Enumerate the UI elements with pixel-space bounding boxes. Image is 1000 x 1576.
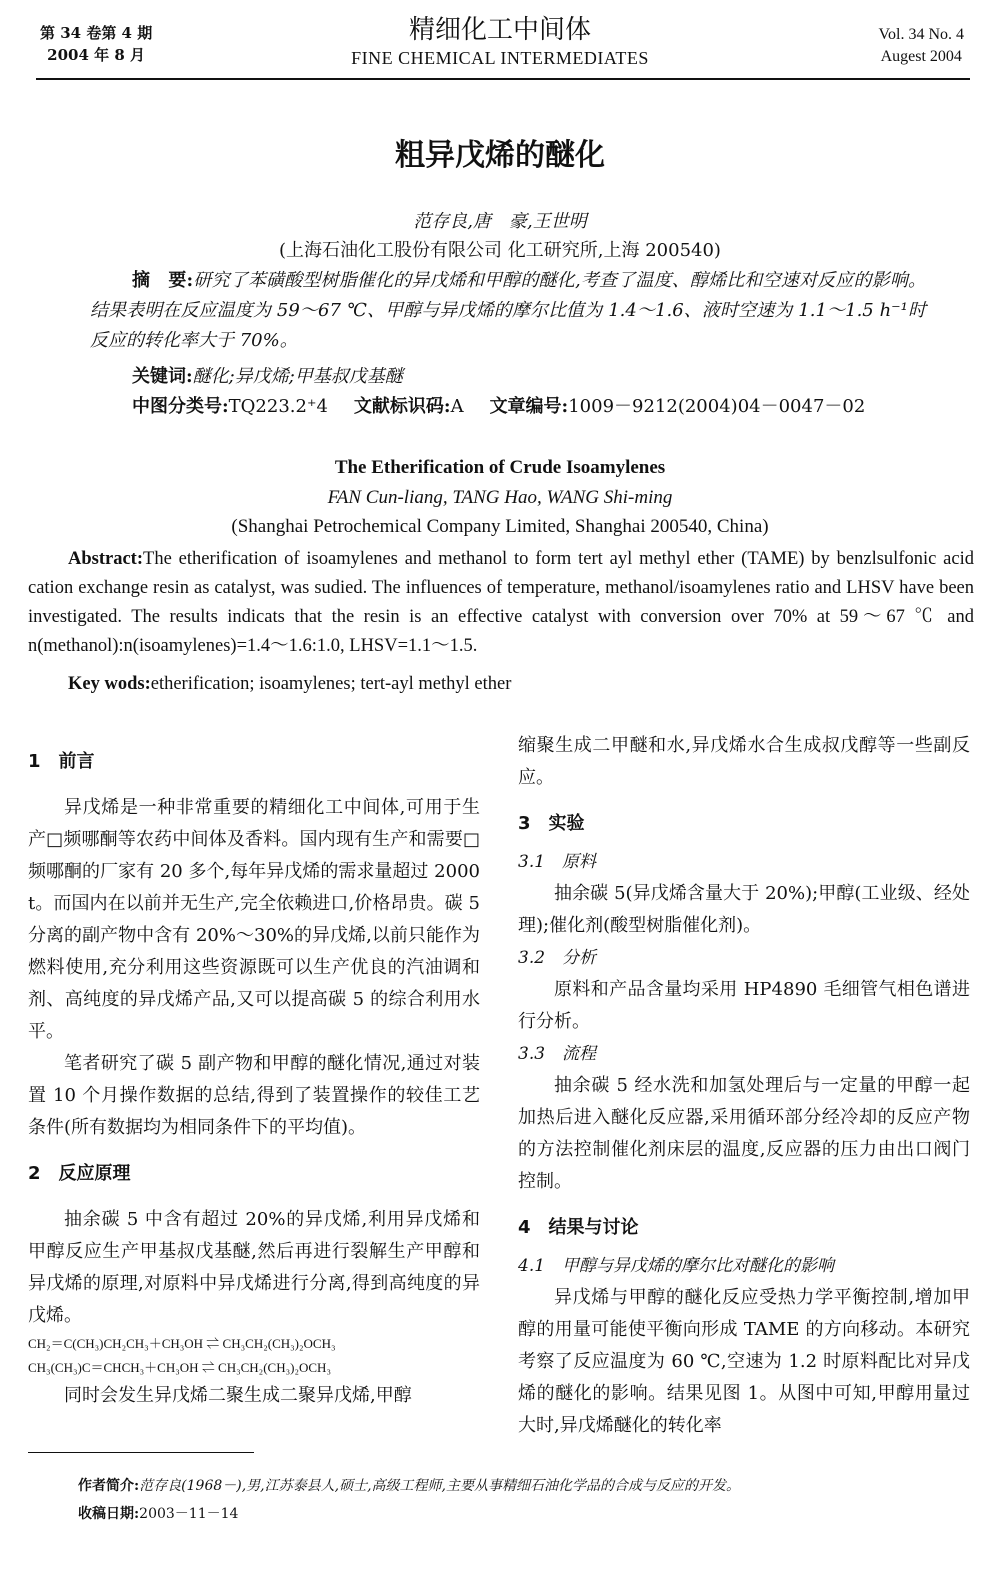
abstract-cn-text: 研究了苯磺酸型树脂催化的异戊烯和甲醇的醚化,考查了温度、醇烯比和空速对反应的影响。结果表明在反应温度为 59～67 ℃、甲醇与异戊烯的摩尔比值为 1.4～1.6、液时空速为 1.1～1.5 h⁻¹时反应的转化率大于 70%。: [90, 270, 926, 351]
abstract-en-text: The etherification of isoamylenes and methanol to form tert ayl methyl ether (TAME) by benzlsulfonic acid cation exchange resin as catalyst, was sudied. The influences of temperature, methanol/isoamylenes ratio and LHSV have been investigated. The results indicats that the resin is an effective catalyst with conversion over 70% at 59～67 ℃ and n(methanol):n(isoamylenes)=1.4～1.6:1.0, LHSV=1.1～1.5.: [28, 549, 974, 656]
section-3-1-paragraph: 抽余碳 5(异戊烯含量大于 20%);甲醇(工业级、经处理);催化剂(酸型树脂催化剂)。: [518, 883, 970, 936]
article-no-label: 文章编号:: [489, 396, 569, 417]
keywords-en: [68, 674, 511, 695]
footnote-author-text: 范存良(1968－),男,江苏泰县人,硕士,高级工程师,主要从事精细石油化学品的合成与反应的开发。: [139, 1478, 740, 1494]
section-4-1-heading: 4.1 甲醇与异戊烯的摩尔比对醚化的影响: [518, 1256, 835, 1276]
keywords-en-label: Key wods:: [68, 674, 151, 694]
section-2-heading: 2 反应原理: [28, 1163, 131, 1184]
paper-title-en: The Etherification of Crude Isoamylenes: [334, 457, 666, 478]
section-4-1-paragraph: 异戊烯与甲醇的醚化反应受热力学平衡控制,增加甲醇的用量可能使平衡向形成 TAME 的方向移动。本研究考察了反应温度为 60 ℃,空速为 1.2 时原料配比对异戊烯的醚化的影响。结果见图 1。从图中可知,甲醇用量过大时,异戊烯醚化的转化率: [518, 1287, 970, 1436]
equation-1: CH₂＝C(CH₃)CH₂CH₃＋CH₃OH ⇌ CH₃CH₂(CH₃)₂OCH₃: [28, 1336, 336, 1351]
abstract-en: [28, 545, 974, 661]
keywords-cn-text: 醚化;异戊烯;甲基叔戊基醚: [192, 366, 403, 387]
issue-info: [40, 22, 152, 66]
clc-value: TQ223.2⁺4: [228, 396, 328, 417]
section-1-paragraph-1: 异戊烯是一种非常重要的精细化工中间体,可用于生产□频哪酮等农药中间体及香料。国内现有生产和需要□频哪酮的厂家有 20 多个,每年异戊烯的需求量超过 2000 t。而国内在以前并无生产,完全依赖进口,价格昂贵。碳 5 分离的副产物中含有 20%～30%的异戊烯,以前只能作为燃料使用,充分利用这些资源既可以生产优良的汽油调和剂、高纯度的异戊烯产品,又可以提高碳 5 的综合利用水平。: [28, 797, 480, 1042]
issue-date: 2004 年 8 月: [47, 46, 146, 64]
section-3-3-paragraph: 抽余碳 5 经水洗和加氢处理后与一定量的甲醇一起加热后进入醚化反应器,采用循环部分经冷却的反应产物的方法控制催化剂床层的温度,反应器的压力由出口阀门控制。: [518, 1075, 970, 1192]
abstract-cn-label: 摘 要:: [132, 270, 194, 291]
doc-code-label: 文献标识码:: [353, 396, 451, 417]
journal-name-en: FINE CHEMICAL INTERMEDIATES: [351, 48, 649, 68]
issue-info-en: [879, 24, 965, 68]
journal-name-cn: 精细化工中间体: [408, 15, 591, 45]
footnote-author-label: 作者简介:: [78, 1478, 140, 1494]
abstract-cn: [90, 266, 926, 356]
issue-date-en: Augest 2004: [880, 48, 962, 65]
continued-paragraph: 缩聚生成二甲醚和水,异戊烯水合生成叔戊醇等一些副反应。: [518, 735, 970, 788]
issue-volume-en: Vol. 34 No. 4: [878, 26, 964, 43]
footnote-rule: [28, 1452, 254, 1453]
section-3-heading: 3 实验: [518, 813, 585, 834]
section-3-3-heading: 3.3 流程: [518, 1044, 597, 1064]
issue-volume: 第 34 卷第 4 期: [40, 24, 153, 42]
footnote-received-label: 收稿日期:: [78, 1506, 140, 1522]
article-no-value: 1009－9212(2004)04－0047－02: [568, 396, 866, 417]
keywords-en-text: etherification; isoamylenes; tert-ayl methyl ether: [150, 674, 512, 694]
section-2-paragraph-2: 同时会发生异戊烯二聚生成二聚异戊烯,甲醇: [64, 1385, 412, 1406]
authors-cn: 范存良,唐 豪,王世明: [413, 211, 587, 232]
equation-2: CH₃(CH₃)C＝CHCH₃＋CH₃OH ⇌ CH₃CH₂(CH₃)₂OCH₃: [28, 1360, 331, 1375]
section-3-2-paragraph: 原料和产品含量均采用 HP4890 毛细管气相色谱进行分析。: [518, 979, 970, 1032]
keywords-cn: [132, 362, 403, 388]
right-column: [518, 730, 970, 1442]
journal-name: [250, 14, 750, 70]
section-1-heading: 1 前言: [28, 751, 95, 772]
affiliation-cn: (上海石油化工股份有限公司 化工研究所,上海 200540): [279, 240, 721, 261]
left-column: [28, 746, 480, 1412]
doc-code-value: A: [450, 396, 464, 417]
classification-line: [132, 392, 865, 418]
authors-en: FAN Cun-liang, TANG Hao, WANG Shi-ming: [327, 487, 673, 508]
clc-label: 中图分类号:: [132, 396, 229, 417]
keywords-cn-label: 关键词:: [132, 366, 193, 387]
abstract-en-label: Abstract:: [68, 549, 144, 569]
section-2-paragraph-1: 抽余碳 5 中含有超过 20%的异戊烯,利用异戊烯和甲醇反应生产甲基叔戊基醚,然后再进行裂解生产甲醇和异戊烯的原理,对原料中异戊烯进行分离,得到高纯度的异戊烯。: [28, 1209, 480, 1326]
affiliation-en: (Shanghai Petrochemical Company Limited, Shanghai 200540, China): [231, 516, 769, 537]
section-3-2-heading: 3.2 分析: [518, 948, 597, 968]
footnote-author: [78, 1474, 740, 1498]
section-4-heading: 4 结果与讨论: [518, 1217, 639, 1238]
paper-title-cn: 粗异戊烯的醚化: [395, 138, 605, 173]
section-3-1-heading: 3.1 原料: [518, 852, 597, 872]
section-1-paragraph-2: 笔者研究了碳 5 副产物和甲醇的醚化情况,通过对装置 10 个月操作数据的总结,得到了装置操作的较佳工艺条件(所有数据均为相同条件下的平均值)。: [28, 1053, 480, 1138]
footnote-received: [78, 1502, 238, 1526]
header-rule: [36, 78, 970, 80]
footnote-received-text: 2003－11－14: [139, 1506, 239, 1522]
